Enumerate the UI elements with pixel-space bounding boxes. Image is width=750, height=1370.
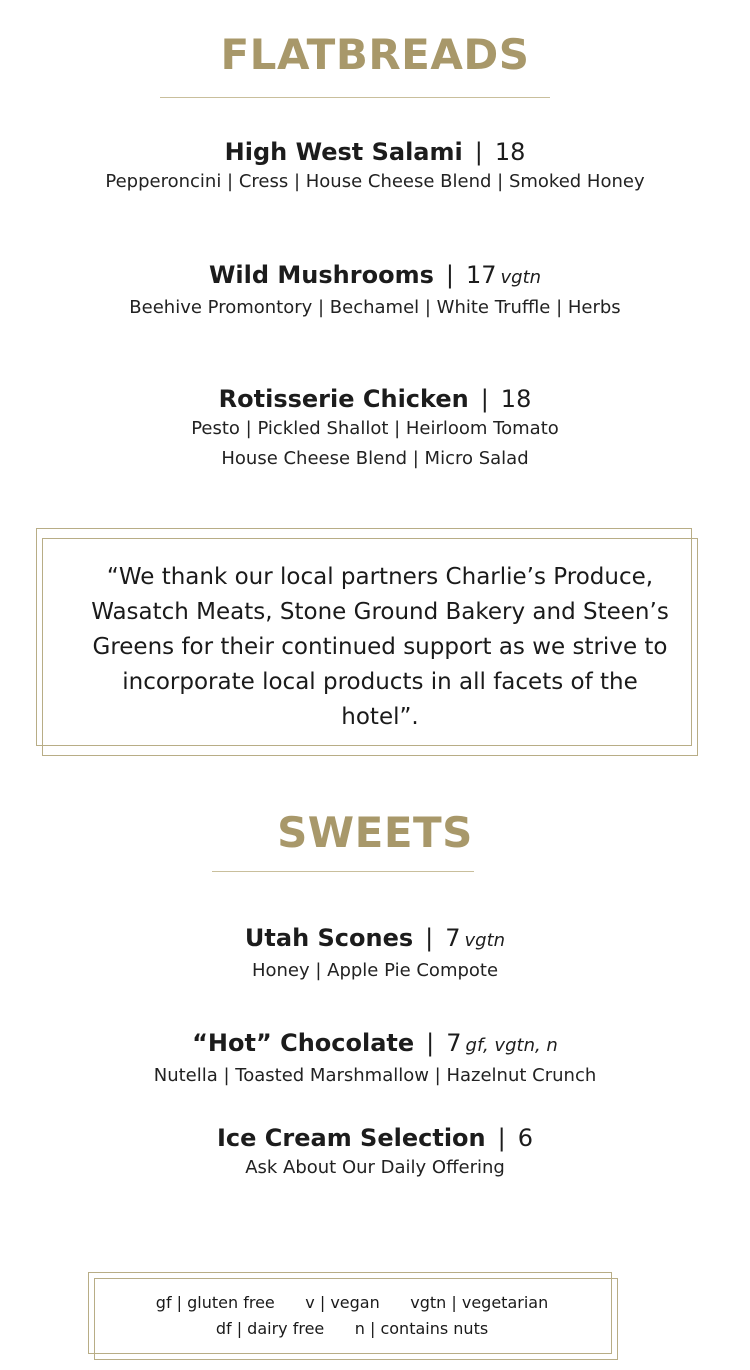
legend-entry: vgtn | vegetarian: [410, 1293, 549, 1312]
item-price: 7: [445, 924, 461, 952]
menu-item: [0, 137, 750, 197]
item-name: Wild Mushrooms: [208, 261, 434, 289]
item-price: 7: [446, 1029, 462, 1057]
item-dietary-tags: gf, vgtn, n: [465, 1035, 558, 1056]
item-dietary-tags: vgtn: [464, 930, 506, 951]
menu-item: [0, 923, 750, 986]
menu-item: [0, 1123, 750, 1183]
item-price: 18: [494, 138, 526, 166]
item-description: Ask About Our Daily Offering: [245, 1157, 505, 1178]
quote-line: Wasatch Meats, Stone Ground Bakery and Steen’s: [91, 599, 669, 625]
item-name: High West Salami: [224, 138, 463, 166]
item-description: House Cheese Blend | Micro Salad: [221, 448, 529, 469]
sweets-divider: [212, 871, 474, 872]
item-description: Pesto | Pickled Shallot | Heirloom Tomato: [191, 418, 559, 439]
legend-row: [92, 1316, 612, 1342]
item-separator: |: [497, 1124, 506, 1152]
flatbreads-title: FLATBREADS: [220, 30, 530, 79]
item-separator: |: [480, 385, 489, 413]
item-separator: |: [425, 924, 434, 952]
legend-entry: n | contains nuts: [354, 1319, 489, 1338]
legend-row: [92, 1290, 612, 1316]
dietary-legend: [92, 1290, 612, 1342]
item-price: 17: [465, 261, 497, 289]
item-name: Rotisserie Chicken: [218, 385, 469, 413]
item-separator: |: [474, 138, 483, 166]
quote-line: “We thank our local partners Charlie’s Produce,: [106, 564, 654, 590]
quote-line: hotel”.: [341, 704, 419, 730]
quote-line: Greens for their continued support as we strive to: [92, 634, 668, 660]
item-dietary-tags: vgtn: [500, 267, 542, 288]
menu-item: [0, 260, 750, 323]
item-price: 6: [517, 1124, 533, 1152]
item-separator: |: [445, 261, 454, 289]
item-price: 18: [500, 385, 532, 413]
menu-item: [0, 384, 750, 474]
item-description: Beehive Promontory | Bechamel | White Truffle | Herbs: [129, 297, 621, 318]
item-separator: |: [426, 1029, 435, 1057]
menu-item: [0, 1028, 750, 1091]
item-name: Utah Scones: [244, 924, 414, 952]
legend-entry: v | vegan: [305, 1293, 380, 1312]
item-description: Pepperoncini | Cress | House Cheese Blend | Smoked Honey: [105, 171, 645, 192]
legend-entry: df | dairy free: [215, 1319, 325, 1338]
item-description: Nutella | Toasted Marshmallow | Hazelnut Crunch: [153, 1065, 597, 1086]
flatbreads-divider: [160, 97, 550, 98]
item-description: Honey | Apple Pie Compote: [251, 960, 499, 981]
quote-line: incorporate local products in all facets of the: [122, 669, 638, 695]
item-name: Ice Cream Selection: [216, 1124, 486, 1152]
legend-entry: gf | gluten free: [155, 1293, 275, 1312]
item-name: “Hot” Chocolate: [192, 1029, 415, 1057]
sweets-title: SWEETS: [277, 808, 473, 857]
partners-quote: [60, 560, 700, 735]
